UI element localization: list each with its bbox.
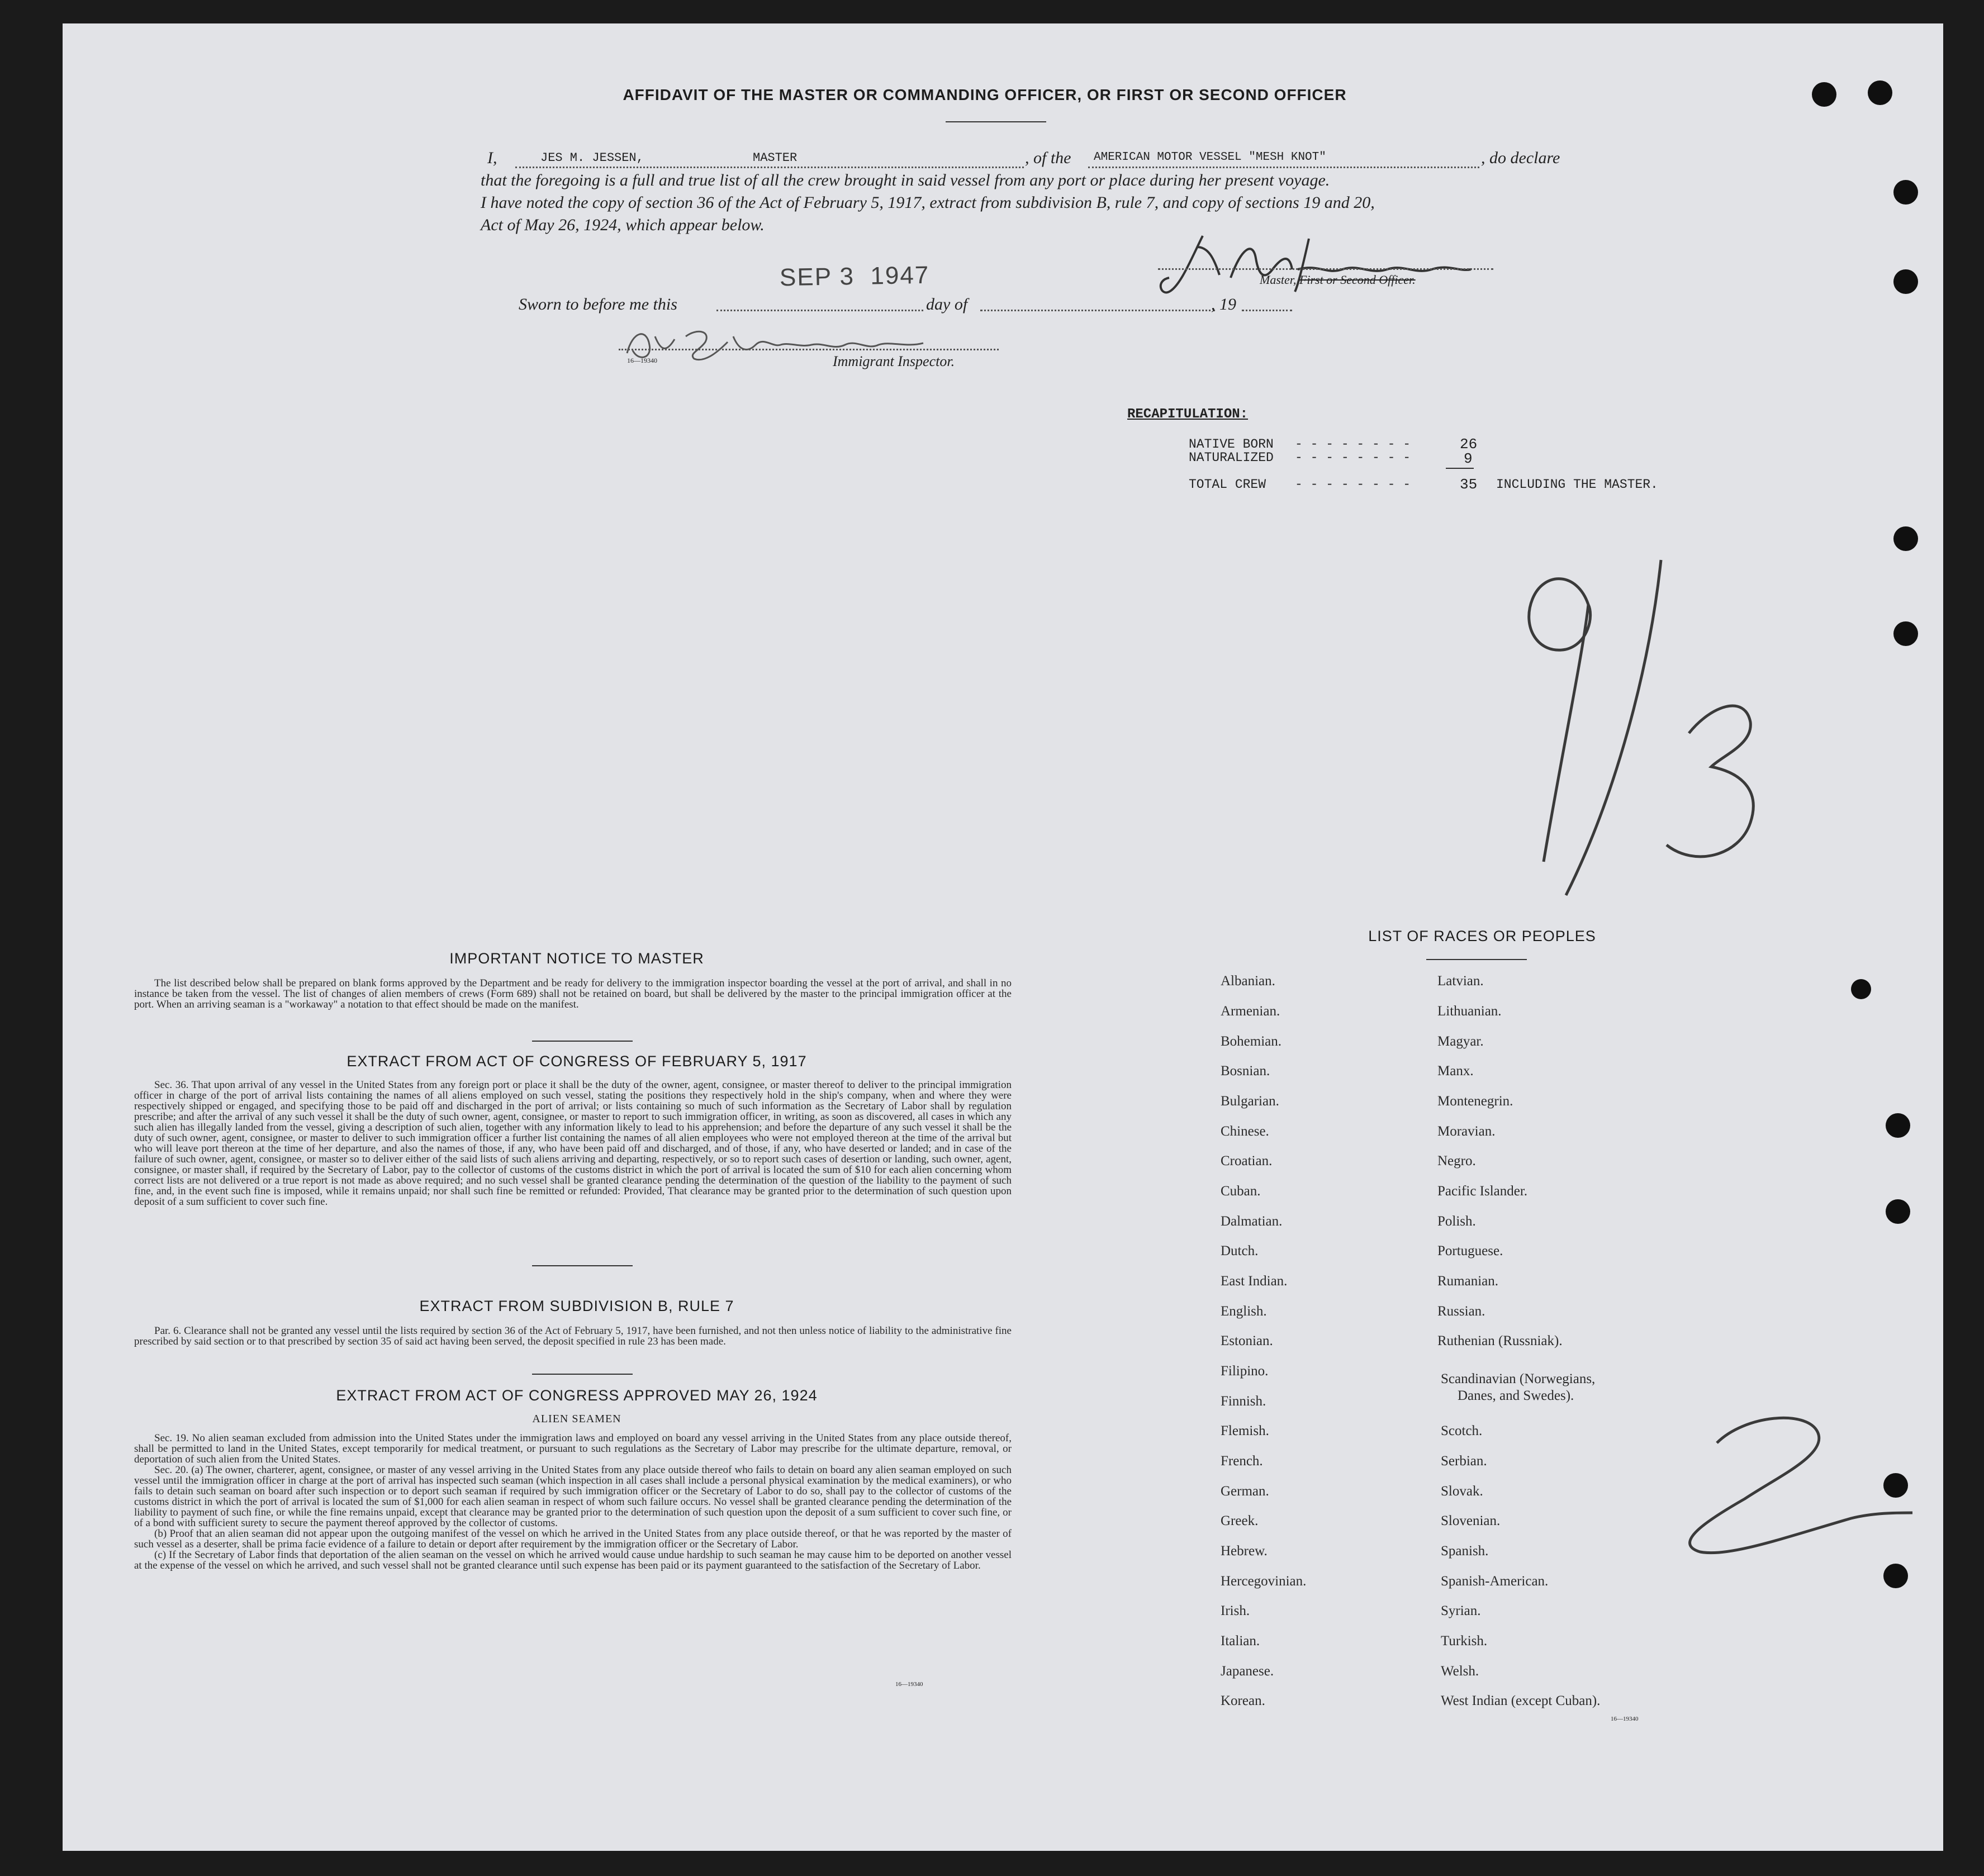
of-the-label: , of the [1025, 149, 1071, 167]
section-rule [532, 1374, 633, 1375]
punch-hole [1893, 269, 1918, 294]
extract3-text [134, 1433, 1012, 1571]
title-rule [946, 121, 1046, 122]
punch-hole [1868, 80, 1892, 105]
race-item: Croatian. [1221, 1153, 1273, 1169]
race-item: Finnish. [1221, 1394, 1266, 1409]
race-item: Greek. [1221, 1513, 1259, 1528]
race-item: Turkish. [1441, 1633, 1488, 1649]
recap-label: NATURALIZED [1189, 450, 1274, 465]
race-item: Korean. [1221, 1693, 1265, 1708]
race-item: Bohemian. [1221, 1034, 1282, 1049]
race-item: Italian. [1221, 1633, 1260, 1649]
recap-dashes: - - - - - - - - [1295, 477, 1411, 492]
recap-row-total [1189, 476, 1658, 564]
race-item: Lithuanian. [1437, 1004, 1502, 1019]
recap-label: NATIVE BORN [1189, 437, 1274, 452]
punch-hole [1886, 1199, 1910, 1224]
vessel-name: AMERICAN MOTOR VESSEL "MESH KNOT" [1094, 151, 1326, 164]
race-item: Estonian. [1221, 1333, 1273, 1348]
race-item: Hebrew. [1221, 1543, 1268, 1559]
race-item: Slovak. [1441, 1484, 1483, 1499]
race-item: Spanish-American. [1441, 1574, 1549, 1589]
affidavit-line4: Act of May 26, 1924, which appear below. [481, 216, 765, 234]
race-item: Slovenian. [1441, 1513, 1501, 1528]
extract1-heading: EXTRACT FROM ACT OF CONGRESS OF FEBRUARY 5, 1917 [347, 1053, 807, 1070]
race-item: Polish. [1437, 1214, 1476, 1229]
races-rule [1426, 959, 1527, 960]
recap-dashes: - - - - - - - - [1295, 450, 1411, 465]
race-item: Manx. [1437, 1063, 1474, 1079]
race-item: Pacific Islander. [1437, 1184, 1528, 1199]
punch-hole [1886, 1113, 1910, 1138]
signer-caption [1260, 273, 1416, 287]
punch-hole [1893, 526, 1918, 551]
race-item: Moravian. [1437, 1124, 1496, 1139]
race-item: Irish. [1221, 1603, 1250, 1618]
recap-value: 35 [1460, 476, 1478, 493]
master-name: JES M. JESSEN, [540, 151, 644, 165]
race-item: Magyar. [1437, 1034, 1484, 1049]
sworn-label: Sworn to before me this [519, 295, 677, 314]
race-item: Rumanian. [1437, 1274, 1499, 1289]
race-item: Scotch. [1441, 1423, 1483, 1438]
race-item: Japanese. [1221, 1664, 1274, 1679]
race-item: Albanian. [1221, 973, 1275, 989]
race-item: Flemish. [1221, 1423, 1269, 1438]
sec20a-paragraph: Sec. 20. (a) The owner, charterer, agent, consignee, or master of any vessel arriving in the United States from any place outside thereof who fails to detain on board any alien seaman employed on such vessel until the immigration officer in charge at the port of arrival has inspected such seaman (which inspection in all cases shall include a personal physical examination by the medical examiners), or who fails to detain such seaman on board after such inspection or to deport such seaman if required by such immigration officer or the Secretary of Labor to do so, shall pay to the collector of customs of the customs district in which the port of arrival is located the sum of $1,000 for each alien seaman in respect of whom such failure occurs. No vessel shall be granted clearance pending the determination of the liability to payment of such fine, or while the fine remains unpaid, except that clearance may be granted prior to the determination of such question upon the deposit of a sum sufficient to cover such fine, or of a bond with sufficient surety to secure the payment thereof approved by the collector of customs. [134, 1464, 1012, 1529]
race-item: Serbian. [1441, 1454, 1487, 1469]
race-item: Montenegrin. [1437, 1094, 1513, 1109]
signer-caption-master: Master, [1260, 273, 1299, 287]
race-item: Chinese. [1221, 1124, 1269, 1139]
race-item: Scandinavian (Norwegians, [1441, 1371, 1596, 1386]
recap-note: INCLUDING THE MASTER. [1496, 477, 1658, 492]
punch-hole [1893, 621, 1918, 646]
affidavit-line3: I have noted the copy of section 36 of the Act of February 5, 1917, extract from subdivision B, rule 7, and copy of sections 19 and 20, [481, 193, 1375, 212]
race-item: Portuguese. [1437, 1243, 1503, 1258]
punch-hole [1893, 180, 1918, 205]
races-form-number: 16—19340 [1611, 1716, 1639, 1722]
race-item: German. [1221, 1484, 1269, 1499]
race-item: Bulgarian. [1221, 1094, 1279, 1109]
extract3-form-number: 16—19340 [895, 1681, 923, 1688]
race-item: Dalmatian. [1221, 1214, 1283, 1229]
races-heading: LIST OF RACES OR PEOPLES [1368, 928, 1596, 944]
recap-sum-rule [1446, 468, 1474, 469]
document-page [63, 23, 1943, 1851]
do-declare-label: , do declare [1481, 149, 1560, 167]
race-item: Dutch. [1221, 1243, 1259, 1258]
sec20b-paragraph: (b) Proof that an alien seaman did not appear upon the outgoing manifest of the vessel on which he arrived in the United States from any place outside thereof, or that he was reported by the master of such vessel as a deserter, shall be prima facie evidence of a failure to detain or deport after requirement by the immigration officer or the Secretary of Labor. [134, 1528, 1012, 1550]
punch-hole [1851, 979, 1871, 999]
race-item: Cuban. [1221, 1184, 1261, 1199]
notice-text: The list described below shall be prepared on blank forms approved by the Department and be ready for delivery to the immigration inspector boarding the vessel at the port of arrival, and shall in no instance be taken from the vessel. The list of changes of alien members of crews (Form 689) shall not be retained on board, but shall be delivered by the master to the principal immigration officer at the port. When an arriving seaman is a "workaway" a notation to that effect should be made on the manifest. [134, 977, 1012, 1010]
extract2-heading: EXTRACT FROM SUBDIVISION B, RULE 7 [419, 1298, 734, 1314]
race-item: Armenian. [1221, 1004, 1280, 1019]
extract1-text: Sec. 36. That upon arrival of any vessel in the United States from any foreign port or place it shall be the duty of the owner, agent, consignee, or master thereof to deliver to the principal immigration officer in charge of the port of arrival lists containing the names of all aliens employed on such vessel, stating the positions they respectively hold in the ship's company, when and where they were respectively shipped or engaged, and specifying those to be paid off and discharged in the port of arrival; or lists containing so much of such information as the Secretary of Labor shall by regulation prescribe; and after the arrival of any such vessel it shall be the duty of such owner, agent, consignee, or master to report to such immigration officer, in writing, as soon as discovered, all cases in which any such alien has illegally landed from the vessel, giving a description of such alien, together with any information likely to lead to his apprehension; and before the departure of any such vessel it shall be the duty of such owner, agent, consignee, or master to deliver to such immigration officer a further list containing the names of all alien employees who were not employed thereon at the time of the arrival but who will leave port thereon at the time of her departure, and also the names of those, if any, who have been paid off and discharged, and of those, if any, who have deserted or landed; and in case of the failure of such owner, agent, consignee, or master so to deliver either of the said lists of such aliens arriving and departing, respectively, or so to report such cases of desertion or landing, such owner, agent, consignee, or master shall, if required by the Secretary of Labor, pay to the collector of customs of the customs district in which the port of arrival is located the sum of $10 for each alien concerning whom correct lists are not delivered or a true report is not made as above required; and no such vessel shall be granted clearance pending the determination of the question of the liability to the payment of such fine, and, in the event such fine is imposed, while it remains unpaid; nor shall such fine be remitted or refunded: Provided, That clearance may be granted prior to the determination of such question upon deposit of a sum sufficient to cover such fine. [134, 1079, 1012, 1208]
inspector-form-number: 16—19340 [627, 357, 657, 364]
recap-dashes: - - - - - - - - [1295, 437, 1411, 452]
recap-value: 9 [1464, 450, 1473, 467]
section-rule [532, 1265, 633, 1266]
punch-hole [1812, 82, 1836, 107]
affidavit-line1 [487, 149, 1717, 171]
race-item: East Indian. [1221, 1274, 1288, 1289]
race-item-continued: Danes, and Swedes). [1458, 1388, 1574, 1403]
race-item: Bosnian. [1221, 1063, 1270, 1079]
extract3-heading: EXTRACT FROM ACT OF CONGRESS APPROVED MAY 26, 1924 [336, 1387, 818, 1404]
extract3-subheading: ALIEN SEAMEN [532, 1413, 621, 1425]
inspector-caption: Immigrant Inspector. [833, 353, 955, 369]
line1-prefix: I, [487, 149, 497, 167]
section-rule [532, 1041, 633, 1042]
affidavit-line2: that the foregoing is a full and true list of all the crew brought in said vessel from any port or place during her present voyage. [481, 171, 1330, 189]
master-signature [1158, 225, 1504, 308]
master-rank: MASTER [753, 151, 798, 165]
signer-caption-officer: First or Second Officer. [1299, 273, 1416, 287]
race-item: Welsh. [1441, 1664, 1479, 1679]
sec20c-paragraph: (c) If the Secretary of Labor finds that deportation of the alien seaman on the vessel on which he arrived would cause undue hardship to such seaman he may cause him to be deported on another vessel at the expense of the vessel on which he arrived, and such vessel shall not be granted clearance until such expense has been paid or its payment guaranteed to the satisfaction of the Secretary of Labor. [134, 1549, 1012, 1571]
race-item: West Indian (except Cuban). [1441, 1693, 1601, 1708]
race-item: Hercegovinian. [1221, 1574, 1307, 1589]
race-item: Ruthenian (Russniak). [1437, 1333, 1563, 1348]
notice-heading: IMPORTANT NOTICE TO MASTER [449, 950, 704, 967]
race-item: Syrian. [1441, 1603, 1481, 1618]
race-item: French. [1221, 1454, 1263, 1469]
recapitulation-heading: RECAPITULATION: [1127, 407, 1249, 422]
race-item: Filipino. [1221, 1364, 1269, 1379]
race-item: Russian. [1437, 1304, 1485, 1319]
handwritten-mark [1616, 1409, 1918, 1566]
recap-value: 26 [1460, 436, 1478, 453]
race-item: Spanish. [1441, 1543, 1489, 1559]
date-stamp: SEP 3 1947 [779, 261, 930, 292]
race-item: Latvian. [1437, 973, 1484, 989]
race-item: Negro. [1437, 1153, 1476, 1169]
day-of-label: day of [926, 295, 968, 314]
race-item: English. [1221, 1304, 1267, 1319]
year-label: , 19 [1211, 295, 1236, 314]
extract2-text: Par. 6. Clearance shall not be granted any vessel until the lists required by section 36 of the Act of February 5, 1917, have been furnished, and not then unless notice of liability to the administrative fine prescribed by said section or to that prescribed by section 35 of said act having been served, the deposit specified in rule 23 has been made. [134, 1325, 1012, 1347]
affidavit-title: AFFIDAVIT OF THE MASTER OR COMMANDING OFFICER, OR FIRST OR SECOND OFFICER [623, 86, 1347, 103]
recap-label: TOTAL CREW [1189, 477, 1266, 492]
handwritten-fraction [1449, 526, 1806, 918]
sec19-paragraph: Sec. 19. No alien seaman excluded from admission into the United States under the immigration laws and employed on board any vessel arriving in the United States from any place outside thereof, shall be permitted to land in the United States, except temporarily for medical treatment, or pursuant to such regulations as the Secretary of Labor may prescribe for the ultimate departure, removal, or deportation of such alien from the United States. [134, 1432, 1012, 1465]
punch-hole [1883, 1564, 1908, 1588]
